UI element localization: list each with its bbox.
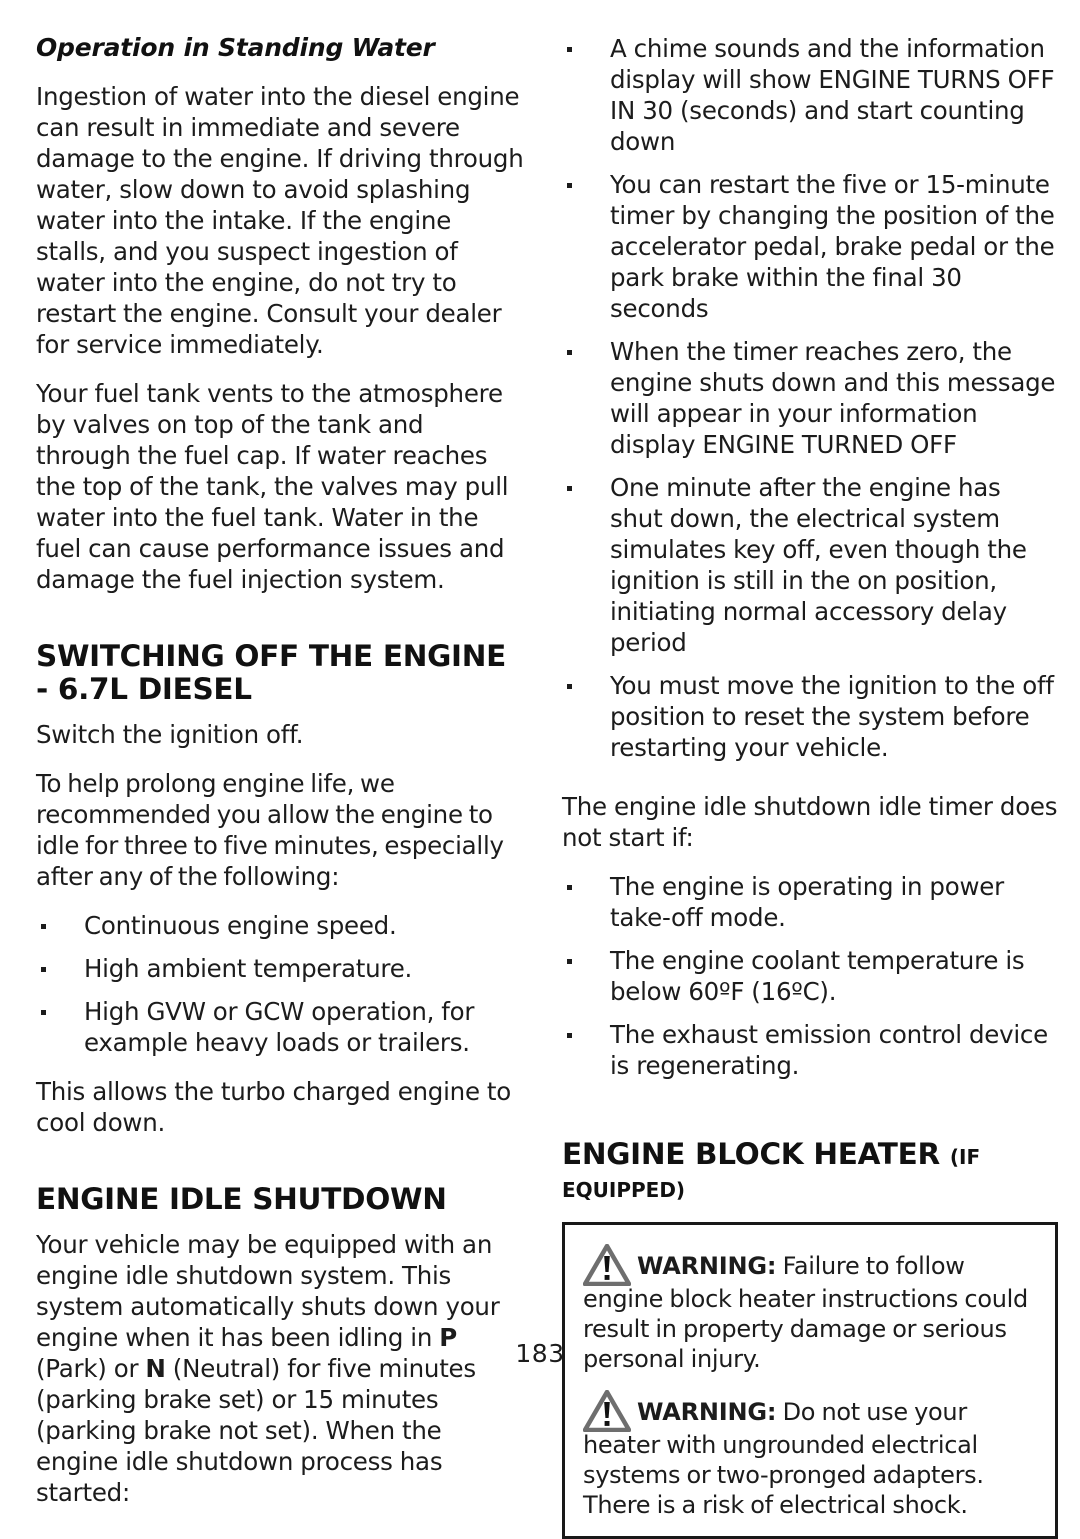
list-item: When the timer reaches zero, the engine shuts down and this message will appear in your information display ENGINE TURNED OFF: [562, 337, 1058, 461]
warning-triangle-icon: [583, 1244, 631, 1286]
list-item: You can restart the five or 15-minute timer by changing the position of the accelerator pedal, brake pedal or the park brake within the final 30 seconds: [562, 170, 1058, 325]
gear-position-park-label: P: [439, 1322, 457, 1352]
right-column: [562, 34, 1058, 1520]
list-item: The exhaust emission control device is regenerating.: [562, 1020, 1058, 1082]
list-item: Continuous engine speed.: [36, 911, 524, 942]
paragraph-idle-shutdown-description: [36, 1230, 524, 1509]
heading-main-text: ENGINE BLOCK HEATER: [562, 1136, 950, 1171]
paragraph-text-part-2: (Park) or: [36, 1353, 146, 1383]
paragraph-switch-ignition-off: Switch the ignition off.: [36, 719, 304, 749]
list-item: High GVW or GCW operation, for example heavy loads or trailers.: [36, 997, 524, 1059]
list-item: One minute after the engine has shut down, the electrical system simulates key off, even though the ignition is still in the on position, initiating normal accessory delay period: [562, 473, 1058, 659]
list-prolong-engine-life: [36, 911, 524, 1059]
paragraph-text-part-3: (Neutral) for five minutes (parking brake set) or 15 minutes (parking brake not set). When the engine idle shutdown process has started:: [36, 1353, 476, 1507]
warning-label: WARNING:: [637, 1251, 777, 1280]
paragraph-turbo-cool-down: This allows the turbo charged engine to cool down.: [36, 1076, 512, 1137]
warning-text: Do not use your heater with ungrounded electrical systems or two-pronged adapters. There is a risk of electrical shock.: [583, 1397, 984, 1520]
list-item: The engine is operating in power take-off mode.: [562, 872, 1058, 934]
list-shutdown-process: [562, 34, 1058, 764]
gear-position-neutral-label: N: [145, 1353, 166, 1383]
list-item: You must move the ignition to the off position to reset the system before restarting your vehicle.: [562, 671, 1058, 764]
list-timer-not-start-conditions: [562, 872, 1058, 1082]
heading-if-equipped-suffix: (IF EQUIPPED): [562, 1144, 981, 1202]
paragraph-text-part-1: Your vehicle may be equipped with an engine idle shutdown system. This system automatically shuts down your engine when it has been idling in: [36, 1229, 500, 1352]
paragraph-prolong-engine-life: To help prolong engine life, we recommended you allow the engine to idle for three to five minutes, especially after any of the following:: [36, 768, 504, 891]
warning-label: WARNING:: [637, 1397, 777, 1426]
warning-triangle-icon: [583, 1390, 631, 1432]
spacer: [562, 1100, 1058, 1138]
spacer: [562, 782, 1058, 792]
paragraph-water-ingestion: Ingestion of water into the diesel engine can result in immediate and severe damage to the engine. If driving through water, slow down to avoid splashing water into the intake. If the engine stalls, and you suspect ingestion of water into the engine, do not try to restart the engine. Consult your dealer for service immediately.: [36, 82, 524, 359]
left-column: [36, 33, 524, 1507]
spacer: [36, 614, 524, 640]
page-number: 183: [515, 1339, 565, 1368]
paragraph-fuel-tank-vents: Your fuel tank vents to the atmosphere by valves on top of the tank and through the fuel cap. If water reaches the top of the tank, the valves may pull water into the fuel tank. Water in the fuel can cause performance issues and damage the fuel injection system.: [36, 378, 509, 594]
spacer: [36, 1157, 524, 1183]
heading-engine-block-heater: [562, 1138, 1058, 1204]
list-item: A chime sounds and the information display will show ENGINE TURNS OFF IN 30 (seconds) and start counting down: [562, 34, 1058, 158]
list-item: High ambient temperature.: [36, 954, 524, 985]
subheading-operation-standing-water: Operation in Standing Water: [36, 33, 435, 62]
list-item: The engine coolant temperature is below 60ºF (16ºC).: [562, 946, 1058, 1008]
paragraph-timer-does-not-start: The engine idle shutdown idle timer does not start if:: [562, 791, 1058, 852]
heading-switching-off-the-engine: SWITCHING OFF THE ENGINE - 6.7L DIESEL: [36, 638, 506, 706]
warning-box: [562, 1222, 1058, 1539]
warning-paragraph-ungrounded-electrical: [583, 1388, 1037, 1520]
warning-text: Failure to follow engine block heater instructions could result in property damage or serious personal injury.: [583, 1251, 1028, 1373]
heading-engine-idle-shutdown: ENGINE IDLE SHUTDOWN: [36, 1181, 447, 1216]
